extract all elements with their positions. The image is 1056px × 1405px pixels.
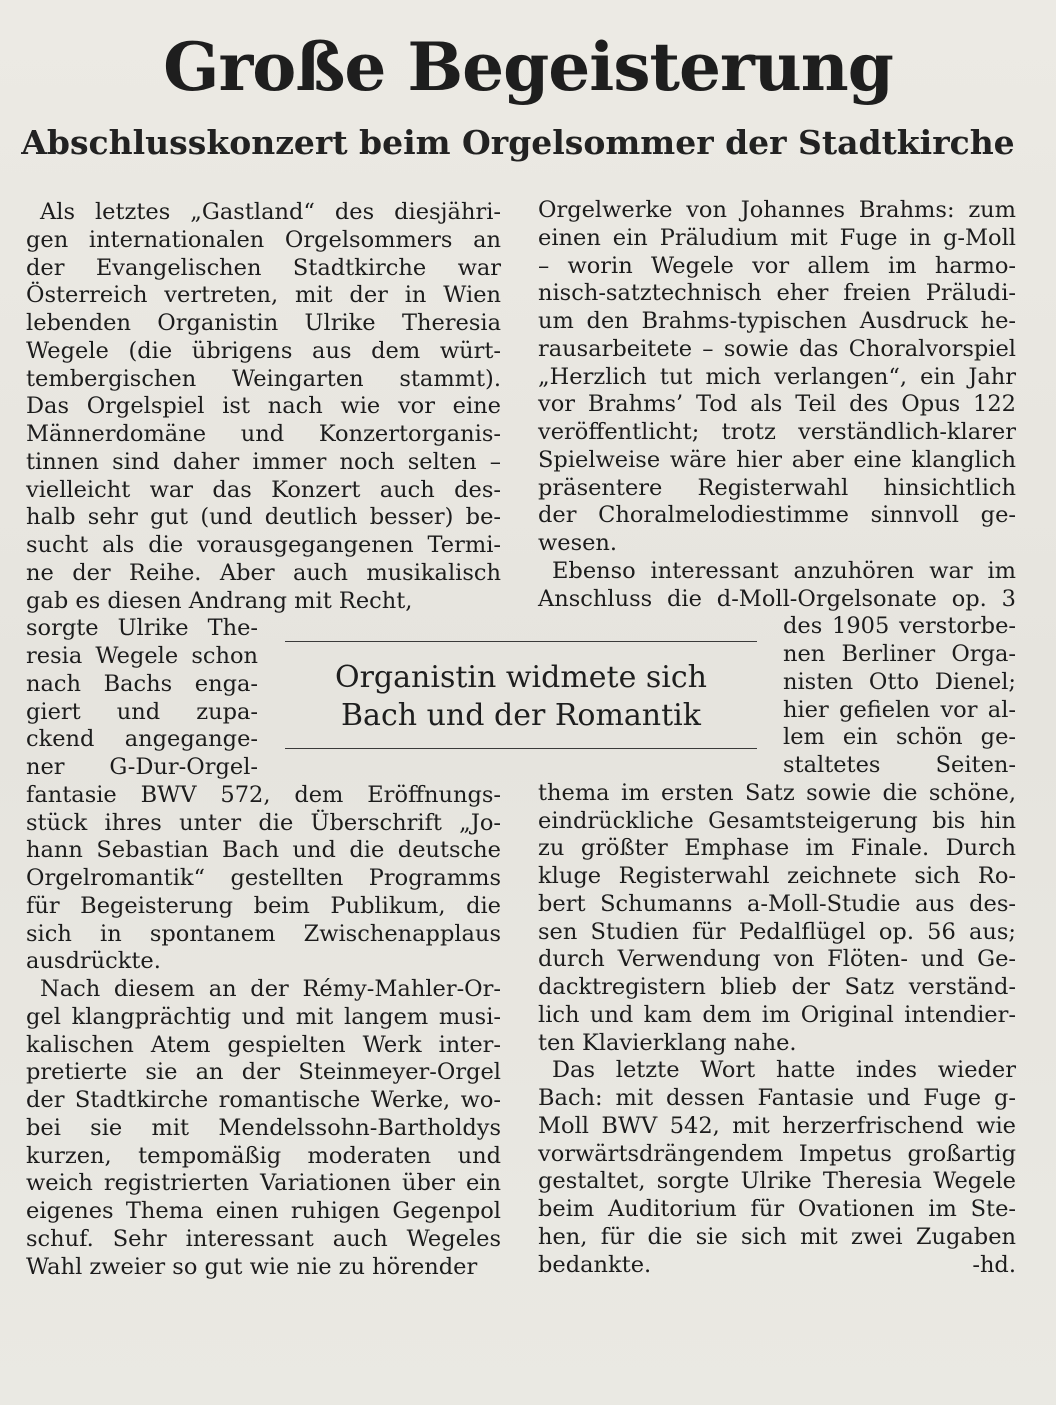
left-column-line: halb sehr gut (und deutlich besser) be- [26, 504, 501, 531]
left-column-line: der Evangelischen Stadtkirche war [26, 254, 501, 281]
right-column-line: präsentere Registerwahl hinsichtlich [538, 474, 1016, 501]
right-column-line: Das letzte Wort hatte indes wieder [552, 1057, 1016, 1084]
left-column-line: schuf. Sehr interessant auch Wegeles [26, 1225, 501, 1252]
author-signature: -hd. [972, 1251, 1016, 1278]
right-column-line: veröffentlicht; trotz verständlich-klarer [538, 419, 1016, 445]
left-column-line: sorgte Ulrike The- [26, 615, 258, 642]
left-column-line: gab es diesen Andrang mit Recht, [26, 587, 413, 614]
left-column-line: sich in spontanem Zwischenapplaus [26, 920, 501, 947]
right-column-line: nen Berliner Orga- [783, 641, 1016, 667]
right-column-line: Moll BWV 542, mit herzerfrischend wie [538, 1112, 1016, 1139]
left-column-line: giert und zupa- [26, 698, 258, 725]
right-column-line: ten Klavierklang nahe. [538, 1029, 797, 1056]
right-column-line: einen ein Präludium mit Fuge in g-Moll [538, 224, 1016, 251]
left-column-line: kalischen Atem gespielten Werk inter- [26, 1031, 501, 1058]
right-column-line: „Herzlich tut mich verlangen“, ein Jahr [538, 363, 1016, 390]
left-column-line: gel klangprächtig und mit langem musi- [26, 1003, 501, 1030]
left-column-line: hann Sebastian Bach und die deutsche [26, 837, 501, 864]
callout-bottom-rule [285, 748, 757, 749]
left-column-line: pretierte sie an der Steinmeyer-Orgel [26, 1059, 501, 1086]
headline: Große Begeisterung [163, 28, 893, 106]
right-column-line: Anschluss die d-Moll-Orgelsonate op. 3 [538, 585, 1016, 612]
left-column-line: Wahl zweier so gut wie nie zu hörender [26, 1253, 478, 1280]
left-column-line: weich registrierten Variationen über ein [26, 1170, 501, 1197]
left-column-line: vielleicht war das Konzert auch des- [26, 476, 501, 503]
right-column-line: rausarbeitete – sowie das Choralvorspiel [538, 335, 1016, 362]
right-column-line: hen, für die sie sich mit zwei Zugaben [538, 1223, 1016, 1250]
callout-line-1: Organistin widmete sich [335, 660, 707, 695]
right-column-line: nisch-satztechnisch eher freien Präludi- [538, 280, 1016, 307]
left-column-line: stück ihres unter die Überschrift „Jo- [26, 809, 501, 836]
left-column-line: gen internationalen Orgelsommers an [26, 226, 501, 253]
left-column-line: bei sie mit Mendelssohn-Bartholdys [26, 1114, 501, 1141]
right-column-line: staltetes Seiten- [783, 752, 1016, 778]
right-column-line: durch Verwendung von Flöten- und Ge- [538, 946, 1016, 973]
last-line-text: bedankte. [538, 1251, 652, 1278]
left-column-line: Orgelromantik“ gestellten Programms [26, 865, 501, 891]
right-column-line: vorwärtsdrängendem Impetus großartig [538, 1140, 1016, 1167]
right-column-line: eindrückliche Gesamtsteigerung bis hin [538, 807, 1016, 834]
right-column-line: beim Auditorium für Ovationen im Ste- [538, 1196, 1016, 1222]
callout-line-2: Bach und der Romantik [341, 698, 701, 733]
left-column-line: lebenden Organistin Ulrike Theresia [26, 310, 501, 336]
right-column-line: gestaltet, sorgte Ulrike Theresia Wegele [538, 1168, 1016, 1195]
right-column-line: wesen. [538, 530, 618, 556]
right-column-line: hier gefielen vor al- [783, 696, 1016, 723]
left-column-line: ckend angegange- [26, 726, 258, 753]
left-column-line: Österreich vertreten, mit der in Wien [26, 282, 501, 309]
right-column-line: sen Studien für Pedalflügel op. 56 aus; [538, 918, 1016, 945]
left-column-line: Wegele (die übrigens aus dem würt- [26, 337, 501, 364]
left-column-line: Männerdomäne und Konzertorganis- [26, 421, 501, 447]
right-column-line: Bach: mit dessen Fantasie und Fuge g- [538, 1085, 1016, 1111]
right-column-line: zu größter Emphase im Finale. Durch [538, 835, 1016, 862]
right-column-line: des 1905 verstorbe- [783, 613, 1016, 640]
left-column-line: fantasie BWV 572, dem Eröffnungs- [26, 781, 501, 808]
left-column-line: tinnen sind daher immer noch selten – [26, 448, 501, 475]
right-column-line [538, 1252, 1016, 1279]
subheadline: Abschlusskonzert beim Orgelsommer der Stadtkirche [21, 123, 1015, 162]
left-column-line: Als letztes „Gastland“ des diesjähri- [40, 199, 501, 225]
right-column-line: um den Brahms-typischen Ausdruck he- [538, 308, 1016, 334]
left-column-line: tembergischen Weingarten stammt). [26, 365, 501, 392]
left-column-line: sucht als die vorausgegangenen Termi- [26, 532, 501, 558]
left-column-line: für Begeisterung beim Publikum, die [26, 892, 501, 919]
right-column-line: dacktregistern blieb der Satz verständ- [538, 974, 1016, 1000]
right-column-line: Ebenso interessant anzuhören war im [552, 557, 1016, 584]
left-column-line: Das Orgelspiel ist nach wie vor eine [26, 393, 501, 420]
left-column-line: nach Bachs enga- [26, 670, 258, 697]
right-column-line: lich und kam dem im Original intendier- [538, 1001, 1016, 1028]
right-column-line: – worin Wegele vor allem im harmo- [538, 252, 1016, 279]
left-column-line: kurzen, tempomäßig moderaten und [26, 1142, 501, 1169]
left-column-line: eigenes Thema einen ruhigen Gegenpol [26, 1198, 501, 1224]
right-column-line: Spielweise wäre hier aber eine klanglich [538, 446, 1016, 473]
left-column-line: ner G-Dur-Orgel- [26, 754, 258, 780]
right-column-line: der Choralmelodiestimme sinnvoll ge- [538, 502, 1016, 529]
left-column-line: ausdrückte. [26, 948, 161, 975]
left-column-line: Nach diesem an der Rémy-Mahler-Or- [40, 976, 501, 1002]
right-column-line: kluge Registerwahl zeichnete sich Ro- [538, 863, 1016, 889]
left-column-line: resia Wegele schon [26, 643, 258, 669]
right-column-line: bert Schumanns a-Moll-Studie aus des- [538, 890, 1016, 917]
right-column-line: nisten Otto Dienel; [783, 668, 1016, 695]
right-column-line: Orgelwerke von Johannes Brahms: zum [538, 197, 1016, 223]
left-column-line: ne der Reihe. Aber auch musikalisch [26, 559, 501, 586]
right-column-line: thema im ersten Satz sowie die schöne, [538, 779, 1016, 806]
callout-top-rule [285, 641, 757, 642]
right-column-line: vor Brahms’ Tod als Teil des Opus 122 [538, 391, 1016, 418]
left-column-line: der Stadtkirche romantische Werke, wo- [26, 1087, 501, 1113]
right-column-line: lem ein schön ge- [783, 724, 1016, 751]
